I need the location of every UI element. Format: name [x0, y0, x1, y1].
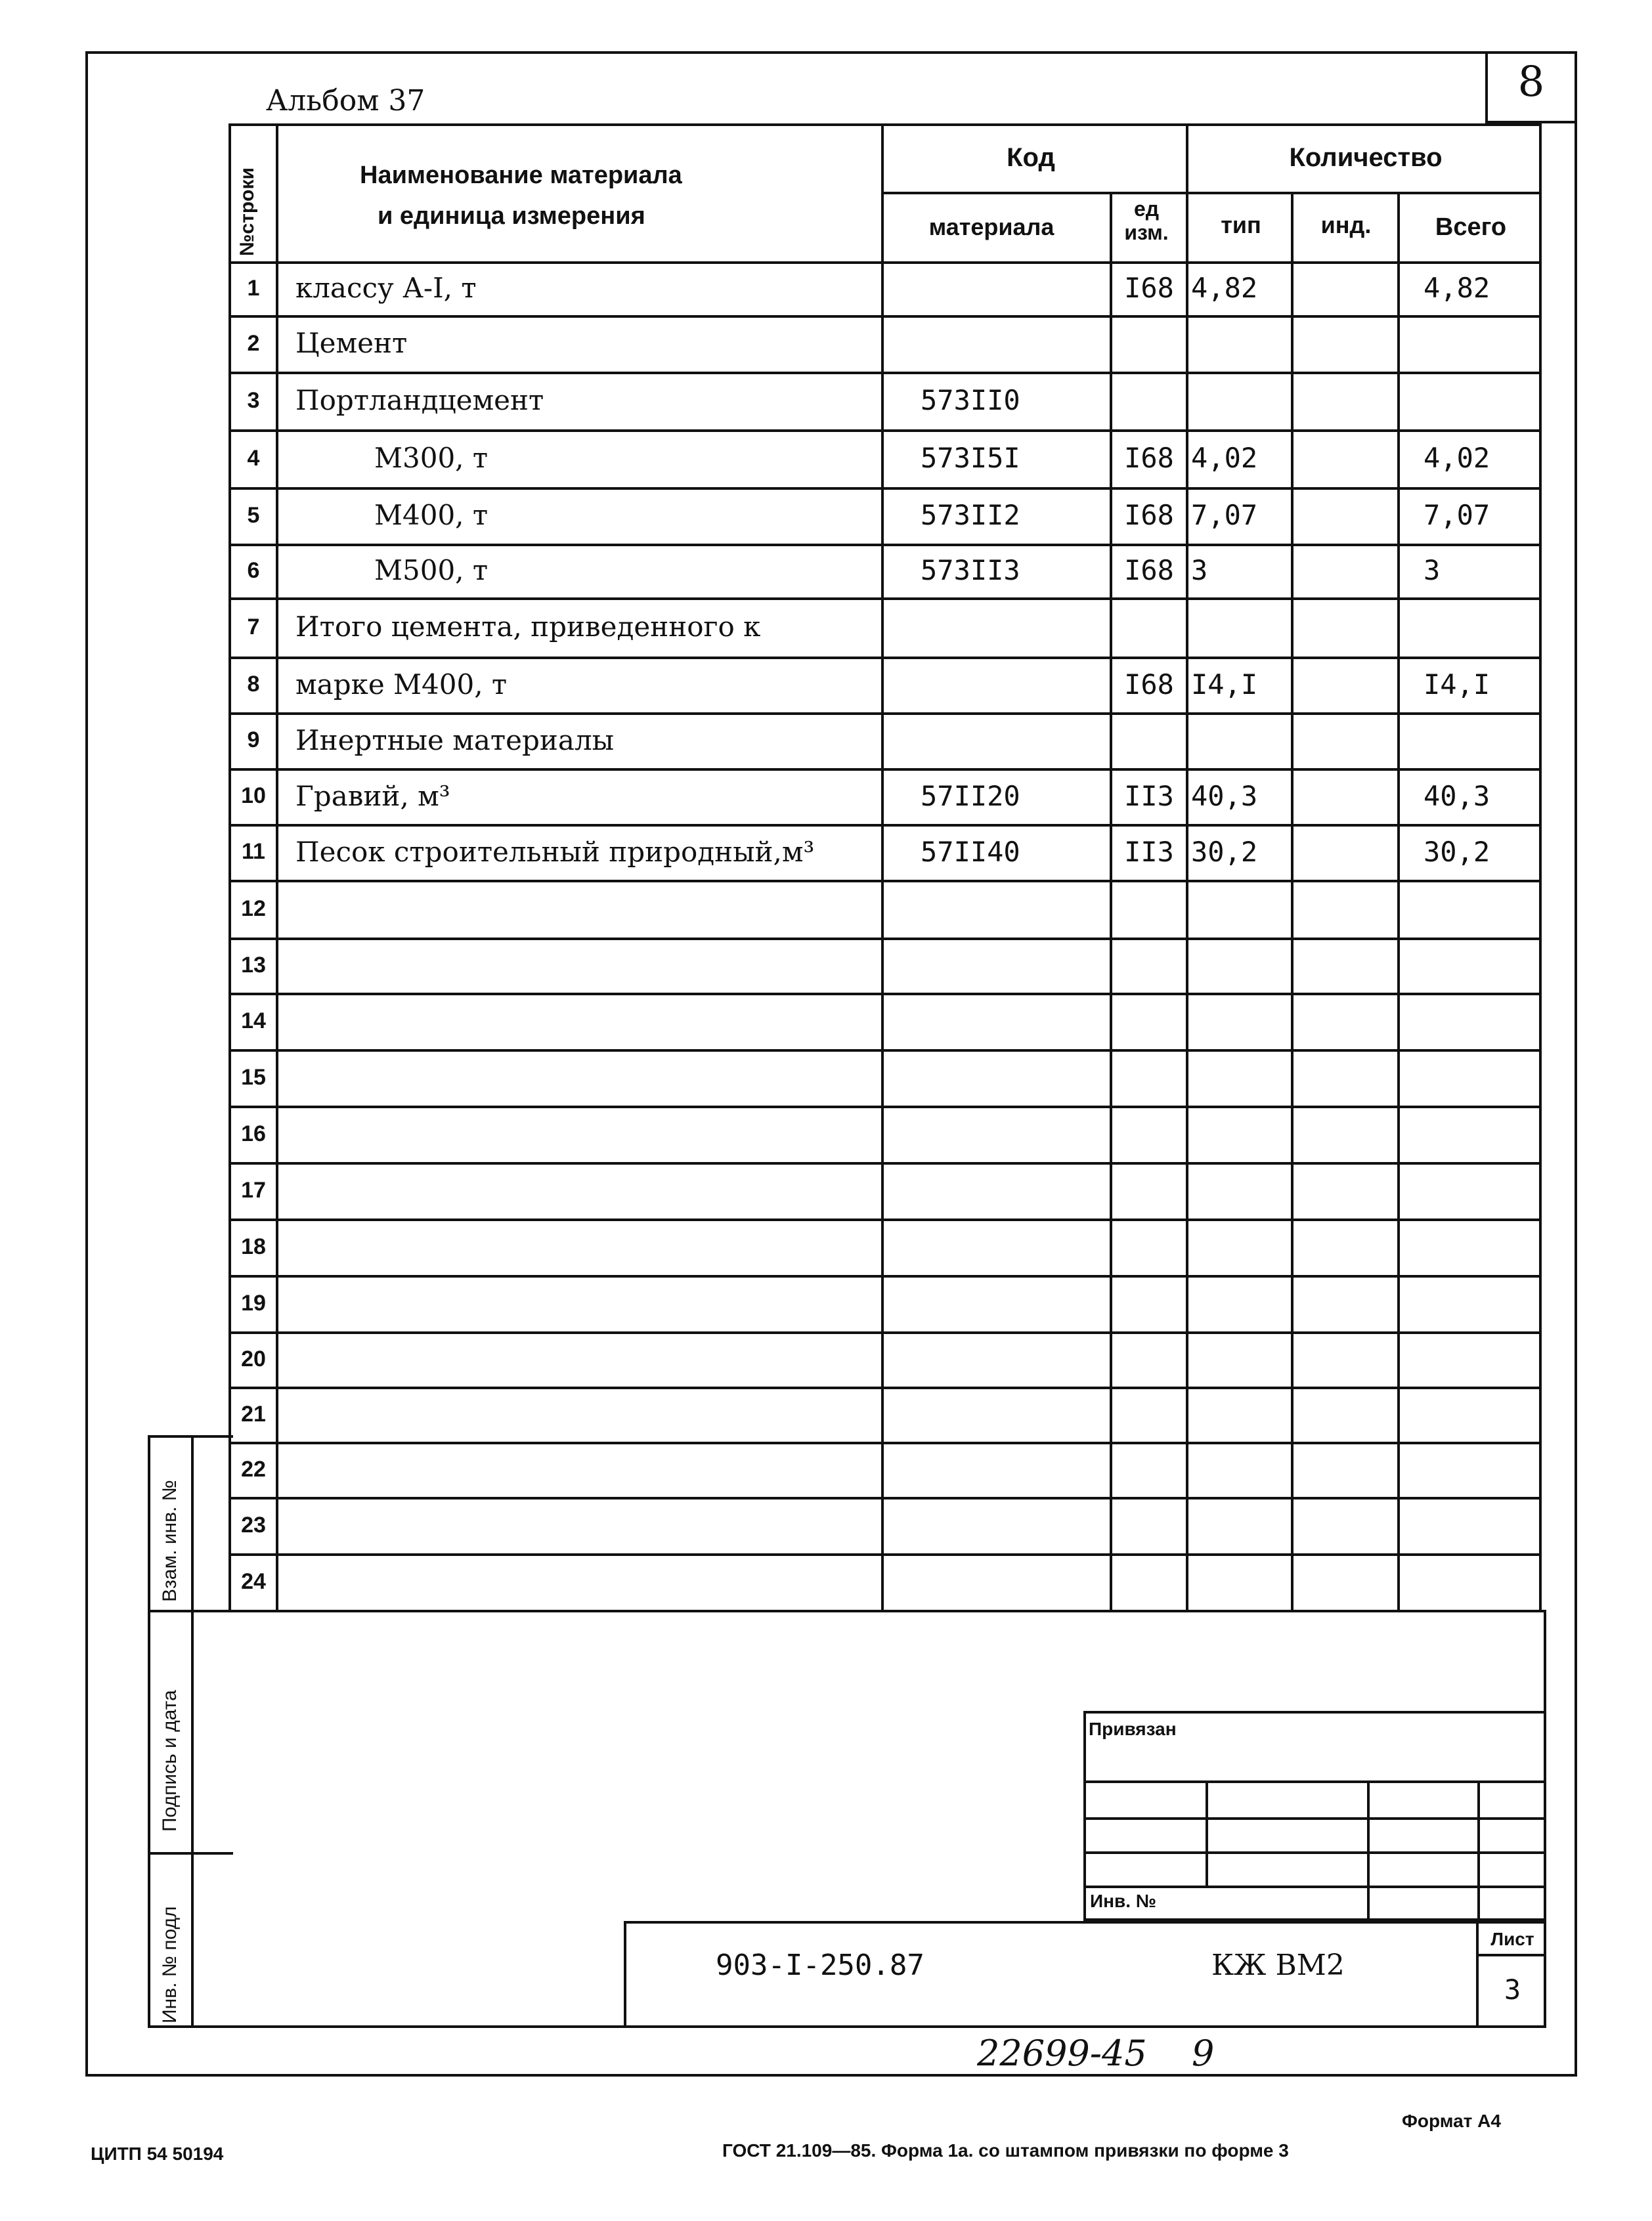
footer-format: Формат А4 [1402, 2111, 1501, 2131]
row-type: 3 [1191, 554, 1208, 586]
row-number: 2 [247, 331, 260, 356]
row-name: Гравий, м³ [295, 780, 450, 812]
doc-code: 903-I-250.87 [716, 1949, 924, 1982]
row-number: 19 [241, 1291, 266, 1316]
table-row [0, 1162, 1652, 1218]
row-number: 1 [247, 276, 260, 301]
row-name: Песок строительный природный,м³ [295, 836, 815, 868]
row-total: 30,2 [1424, 836, 1490, 868]
table-row [0, 1553, 1652, 1610]
row-number: 7 [247, 615, 260, 639]
row-unit: II3 [1124, 836, 1174, 868]
row-number: 4 [247, 446, 260, 471]
row-type: 30,2 [1191, 836, 1258, 868]
stamp-col-2 [1367, 1780, 1370, 1921]
row-unit: I68 [1124, 554, 1174, 586]
row-number: 23 [241, 1513, 266, 1538]
row-code: 57II20 [921, 780, 1020, 812]
row-number: 9 [247, 727, 260, 752]
album-title: Альбом 37 [266, 84, 425, 118]
row-total: 40,3 [1424, 780, 1490, 812]
handwritten-number: 22699-45 [977, 2033, 1147, 2074]
row-total: 4,02 [1424, 442, 1490, 474]
table-row [0, 1275, 1652, 1331]
row-number: 15 [241, 1065, 266, 1090]
table-row [0, 712, 1652, 768]
row-total: I4,I [1424, 668, 1490, 701]
row-code: 573II0 [921, 384, 1020, 416]
row-number: 11 [242, 839, 265, 864]
header-name-line1: Наименование материала [360, 162, 682, 189]
list-number: 3 [1504, 1973, 1521, 2006]
row-number: 10 [241, 783, 266, 808]
subheader-line [881, 192, 1542, 194]
privyazan-label: Привязан [1089, 1719, 1177, 1739]
row-type: 40,3 [1191, 780, 1258, 812]
table-top-border [228, 123, 1542, 126]
row-unit: I68 [1124, 442, 1174, 474]
header-row-no: №строки [236, 167, 258, 256]
table-row [0, 657, 1652, 712]
row-number: 3 [247, 388, 260, 413]
table-row [0, 544, 1652, 597]
table-row [0, 487, 1652, 544]
table-row [0, 1049, 1652, 1106]
row-number: 22 [241, 1457, 266, 1482]
table-row [0, 315, 1652, 372]
row-unit: I68 [1124, 668, 1174, 701]
header-qty-total: Всего [1435, 213, 1507, 241]
inv-no-label: Инв. № [1090, 1891, 1157, 1911]
table-row [0, 938, 1652, 993]
header-code-unit-text: ед изм. [1124, 197, 1169, 244]
table-row [0, 597, 1652, 657]
row-type: I4,I [1191, 668, 1258, 701]
table-row [0, 372, 1652, 429]
row-number: 20 [241, 1347, 266, 1371]
stamp-col-3 [1477, 1780, 1480, 1921]
header-name-line2: и единица измерения [378, 202, 645, 230]
table-row [0, 261, 1652, 315]
table-row [0, 880, 1652, 938]
row-total: 4,82 [1424, 272, 1490, 304]
row-name: Инертные материалы [295, 724, 615, 756]
row-code: 573I5I [921, 442, 1020, 474]
row-unit: I68 [1124, 499, 1174, 531]
title-list-line [1476, 1954, 1546, 1956]
row-name: Портландцемент [295, 384, 544, 416]
row-unit: I68 [1124, 272, 1174, 304]
table-row [0, 824, 1652, 880]
side-label-vzam: Взам. инв. № [159, 1480, 181, 1602]
table-row [0, 993, 1652, 1049]
corner-number: 8 [1517, 58, 1545, 106]
row-name: М300, т [374, 442, 489, 474]
row-code: 573II3 [921, 554, 1020, 586]
table-row [0, 768, 1652, 824]
footer-left: ЦИТП 54 50194 [91, 2144, 224, 2164]
side-divider-0 [148, 1435, 233, 1438]
row-name: М500, т [374, 554, 489, 586]
row-name: Итого цемента, приведенного к [295, 611, 761, 643]
row-number: 14 [241, 1008, 266, 1033]
row-number: 5 [247, 503, 260, 528]
table-row [0, 1218, 1652, 1275]
row-number: 12 [241, 896, 266, 921]
header-quantity: Количество [1289, 143, 1443, 172]
row-total: 7,07 [1424, 499, 1490, 531]
table-row [0, 1106, 1652, 1162]
row-code: 57II40 [921, 836, 1020, 868]
row-name: классу А-I, т [295, 272, 477, 304]
header-code: Код [1007, 143, 1055, 172]
list-label: Лист [1490, 1929, 1534, 1949]
row-name: М400, т [374, 499, 489, 531]
table-row [0, 1497, 1652, 1553]
table-row [0, 1442, 1652, 1497]
side-label-inv-podl: Инв. № подл [159, 1906, 181, 2023]
table-row [0, 1387, 1652, 1442]
row-type: 4,02 [1191, 442, 1258, 474]
row-total: 3 [1424, 554, 1441, 586]
row-unit: II3 [1124, 780, 1174, 812]
row-number: 21 [241, 1402, 266, 1427]
row-number: 17 [241, 1178, 266, 1203]
row-number: 16 [241, 1121, 266, 1146]
doc-mark: КЖ ВМ2 [1211, 1949, 1345, 1982]
table-row [0, 1331, 1652, 1387]
header-code-unit [1110, 197, 1183, 244]
handwritten-page: 9 [1192, 2033, 1215, 2074]
row-name: марке М400, т [295, 668, 508, 701]
row-number: 24 [241, 1569, 266, 1594]
side-label-podpis: Подпись и дата [159, 1690, 181, 1832]
header-code-material: материала [928, 213, 1054, 240]
row-number: 8 [247, 672, 260, 697]
row-code: 573II2 [921, 499, 1020, 531]
row-number: 18 [241, 1234, 266, 1259]
row-number: 13 [241, 953, 266, 978]
header-qty-ind: инд. [1320, 211, 1372, 238]
row-name: Цемент [295, 327, 408, 359]
footer-gost: ГОСТ 21.109—85. Форма 1а. со штампом привязки по форме 3 [722, 2140, 1289, 2161]
table-row [0, 429, 1652, 487]
row-type: 4,82 [1191, 272, 1258, 304]
stamp-col-1 [1206, 1780, 1208, 1886]
row-number: 6 [247, 558, 260, 583]
header-qty-type: тип [1221, 211, 1261, 238]
row-type: 7,07 [1191, 499, 1258, 531]
